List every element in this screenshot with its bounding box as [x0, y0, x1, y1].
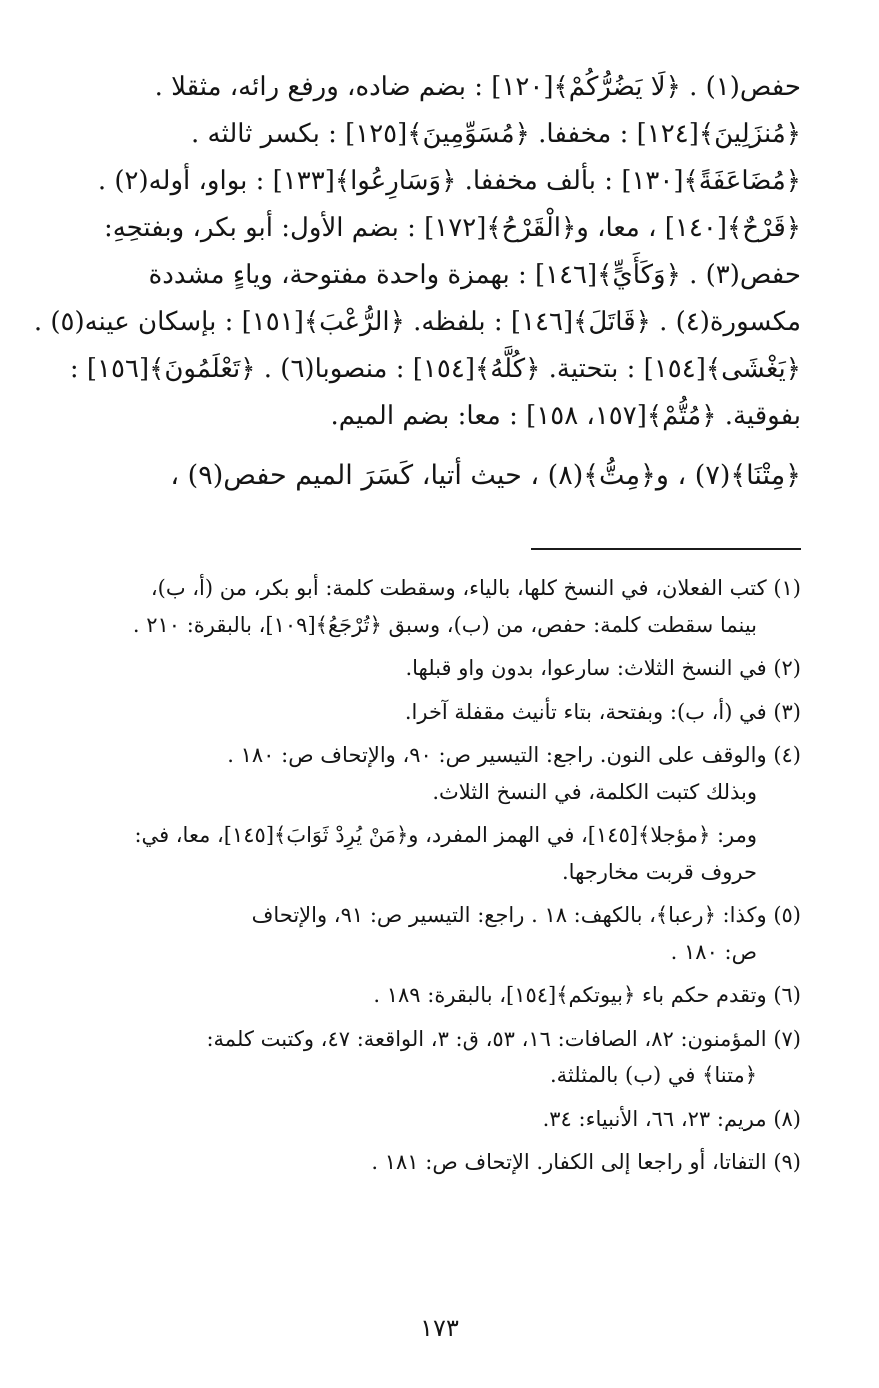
footnote-number: (٣) — [773, 699, 801, 724]
footnote-text: مريم: ٢٣، ٦٦، الأنبياء: ٣٤. — [542, 1106, 767, 1131]
footnote-7 — [78, 1021, 801, 1094]
footnote-5 — [78, 897, 801, 970]
footnote-number: (٧) — [773, 1026, 801, 1051]
footnote-text: ومر: ﴿مؤجلا﴾[١٤٥]، في الهمز المفرد، و﴿مَنْ يُرِدْ ثَوَابَ﴾[١٤٥]، معا، في: — [134, 823, 757, 847]
footnote-4-continued — [78, 817, 801, 890]
footnote-number: (٤) — [773, 743, 801, 767]
footnote-text: وكذا: ﴿رعبا﴾، بالكهف: ١٨ . راجع: التيسير ص: ٩١، والإتحاف — [251, 903, 767, 927]
footnote-number: (٦) — [773, 983, 801, 1007]
text-line: حفص(١) . ﴿لَا يَضُرُّكُمْ﴾[١٢٠] : بضم ضاده، ورفع رائه، مثقلا . — [154, 72, 801, 102]
text-line: ﴿يَغْشَى﴾[١٥٤] : بتحتية. ﴿كُلَّهُ﴾[١٥٤] : منصوبا(٦) . ﴿تَعْلَمُونَ﴾[١٥٦] : — [69, 354, 801, 384]
footnote-text: ص: ١٨٠ . — [670, 939, 757, 964]
footnote-text: والوقف على النون. راجع: التيسير ص: ٩٠، والإتحاف ص: ١٨٠ . — [227, 743, 767, 767]
footnote-text: بينما سقطت كلمة: حفص، من (ب)، وسبق ﴿تُرْجَعُ﴾[١٠٩]، بالبقرة: ٢١٠ . — [132, 612, 757, 637]
footnote-number: (٩) — [773, 1150, 801, 1174]
text-line: حفص(٣) . ﴿وَكَأَيٍّ﴾[١٤٦] : بهمزة واحدة مفتوحة، وياءٍ مشددة — [148, 260, 801, 290]
footnote-text: في النسخ الثلاث: سارعوا، بدون واو قبلها. — [405, 656, 767, 680]
footnote-text: التفاتا، أو راجعا إلى الكفار. الإتحاف ص: ١٨١ . — [371, 1150, 767, 1174]
verse-line: ﴿مِتْنَا﴾(٧) ، و﴿مِتُّ﴾(٨) ، حيث أتيا، كَسَرَ الميم حفص(٩) ، — [170, 460, 801, 491]
footnote-text: وبذلك كتبت الكلمة، في النسخ الثلاث. — [432, 779, 757, 804]
footnote-text: في (أ، ب): وبفتحة، بتاء تأنيث مقفلة آخرا. — [404, 699, 767, 724]
text-line: مكسورة(٤) . ﴿قَاتَلَ﴾[١٤٦] : بلفظه. ﴿الرُّعْبَ﴾[١٥١] : بإسكان عينه(٥) . — [33, 307, 801, 337]
text-line: ﴿مُنزَلِينَ﴾[١٢٤] : مخففا. ﴿مُسَوِّمِينَ﴾[١٢٥] : بكسر ثالثه . — [191, 119, 801, 149]
footnote-2 — [78, 650, 801, 687]
text-line: بفوقية. ﴿مُتُّمْ﴾[١٥٧، ١٥٨] : معا: بضم الميم. — [330, 401, 801, 431]
footnote-divider — [531, 548, 801, 550]
footnote-number: (٢) — [773, 656, 801, 680]
footnote-4 — [78, 737, 801, 810]
footnote-3 — [78, 694, 801, 731]
footnote-number: (٥) — [773, 903, 801, 927]
footnote-6 — [78, 977, 801, 1014]
main-text — [33, 64, 801, 506]
footnote-8 — [78, 1101, 801, 1138]
footnote-text: حروف قربت مخارجها. — [562, 859, 757, 884]
footnote-1 — [78, 570, 801, 643]
text-line: ﴿مُضَاعَفَةً﴾[١٣٠] : بألف مخففا. ﴿وَسَارِعُوا﴾[١٣٣] : بواو، أوله(٢) . — [97, 166, 801, 196]
footnote-text: كتب الفعلان، في النسخ كلها، بالياء، وسقطت كلمة: أبو بكر، من (أ، ب)، — [150, 576, 767, 600]
page-number: ١٧٣ — [420, 1314, 459, 1342]
footnote-text: المؤمنون: ٨٢، الصافات: ١٦، ٥٣، ق: ٣، الواقعة: ٤٧، وكتبت كلمة: — [206, 1026, 767, 1051]
footnotes — [78, 570, 801, 1181]
footnote-number: (١) — [773, 576, 801, 600]
footnote-text: وتقدم حكم باء ﴿بيوتكم﴾[١٥٤]، بالبقرة: ١٨٩ . — [373, 983, 767, 1007]
text-line: ﴿قَرْحٌ﴾[١٤٠] ، معا، و﴿الْقَرْحُ﴾[١٧٢] : بضم الأول: أبو بكر، وبفتحِهِ: — [103, 213, 801, 243]
footnote-9 — [78, 1144, 801, 1181]
footnote-number: (٨) — [773, 1106, 801, 1131]
footnote-text: ﴿متنا﴾ في (ب) بالمثلثة. — [550, 1063, 757, 1087]
